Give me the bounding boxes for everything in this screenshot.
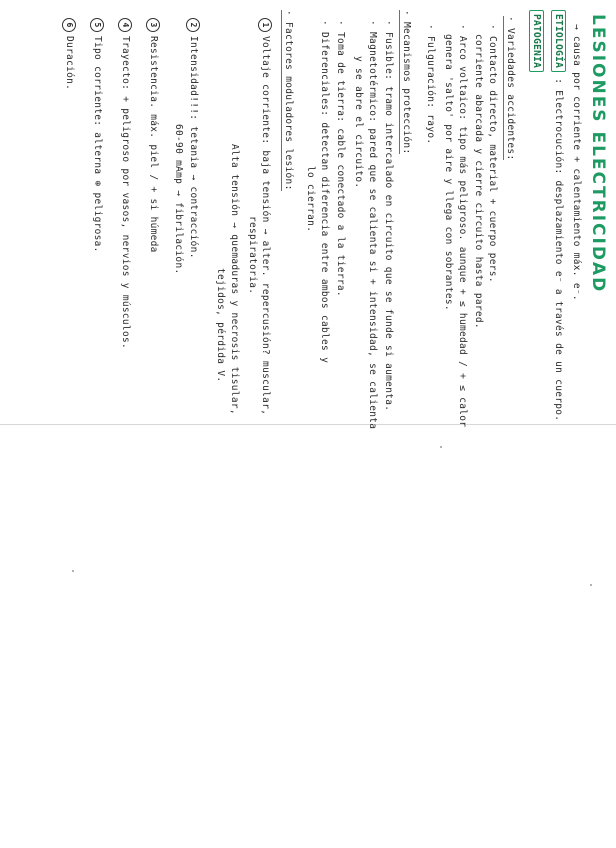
factor-text: Voltaje corriente: baja tensión → alter. repercusión? muscular, bbox=[260, 36, 271, 416]
factores-heading: · Factores moduladores lesión: bbox=[283, 10, 294, 191]
etiologia-text: : Electrocución: desplazamiento e⁻ a través de un cuerpo. bbox=[553, 78, 564, 422]
factor-text: Alta tensión → quemaduras y necrosis tisular, bbox=[229, 144, 240, 415]
factor-text: respiratoria. bbox=[247, 216, 258, 295]
factor-text: Tipo corriente: alterna ⊕ peligrosa. bbox=[92, 36, 103, 253]
factor-number: 1 bbox=[258, 18, 272, 32]
factor-item bbox=[90, 18, 104, 253]
factor-item bbox=[62, 18, 76, 90]
factor-text: Resistencia. máx. piel / + si húmeda bbox=[148, 36, 159, 253]
factor-text: Duración. bbox=[64, 36, 75, 91]
page-title: LESIONES ELECTRICIDAD bbox=[588, 14, 608, 294]
factor-item bbox=[146, 18, 160, 253]
factor-text: tejidos, pérdida V. bbox=[215, 268, 226, 383]
proteccion-line: · Toma de tierra: cable conectado a la tierra. bbox=[335, 20, 346, 297]
accidentes-line: · Fulguración: rayo. bbox=[425, 24, 436, 145]
factor-number: 4 bbox=[118, 18, 132, 32]
factor-number: 2 bbox=[186, 18, 200, 32]
factor-number: 3 bbox=[146, 18, 160, 32]
handwritten-notes bbox=[8, 6, 608, 846]
proteccion-line: lo cierran. bbox=[305, 166, 316, 233]
patogenia-line bbox=[531, 10, 542, 72]
accidentes-line: · Arco voltaico: tipo más peligroso. aunque + ≤ humedad / + ≤ calor bbox=[457, 24, 468, 428]
etiologia-label: ETIOLOGÍA bbox=[551, 10, 566, 72]
factor-text: Intensidad!!!: tetania → contracción. bbox=[188, 36, 199, 259]
accidentes-heading: · Variedades accidentes: bbox=[505, 16, 516, 161]
factor-number: 5 bbox=[90, 18, 104, 32]
proteccion-heading: · Mecanismos protección: bbox=[401, 10, 412, 155]
proteccion-line: · Magnetotérmico: pared que se calienta si + intensidad, se calienta bbox=[367, 20, 378, 430]
intro-line: → causa por corriente + calentamiento máx. e⁻. bbox=[571, 24, 582, 301]
proteccion-line: · Diferenciales: detectan diferencia entre ambos cables y bbox=[319, 20, 330, 364]
etiologia-line bbox=[553, 10, 564, 421]
proteccion-line: y se abre el circuito. bbox=[353, 56, 364, 189]
patogenia-label: PATOGENIA bbox=[529, 10, 544, 72]
accidentes-line: corriente abarcada y cierre circuito hasta pared. bbox=[473, 34, 484, 329]
accidentes-line: · Contacto directo, material + cuerpo pers. bbox=[487, 24, 498, 283]
factor-text: Trayecto: + peligroso por vasos, nervios y músculos. bbox=[120, 36, 131, 350]
factor-item bbox=[186, 18, 200, 259]
factor-item bbox=[118, 18, 132, 349]
factor-text: 60-90 mAmp → fibrilación. bbox=[173, 124, 184, 275]
factor-item bbox=[258, 18, 272, 415]
proteccion-line: · Fusible: tramo intercalado en circuito que se funde si aumenta. bbox=[383, 20, 394, 412]
factor-number: 6 bbox=[62, 18, 76, 32]
accidentes-line: genera 'salto' por aire y llega con sobrantes. bbox=[443, 34, 454, 311]
